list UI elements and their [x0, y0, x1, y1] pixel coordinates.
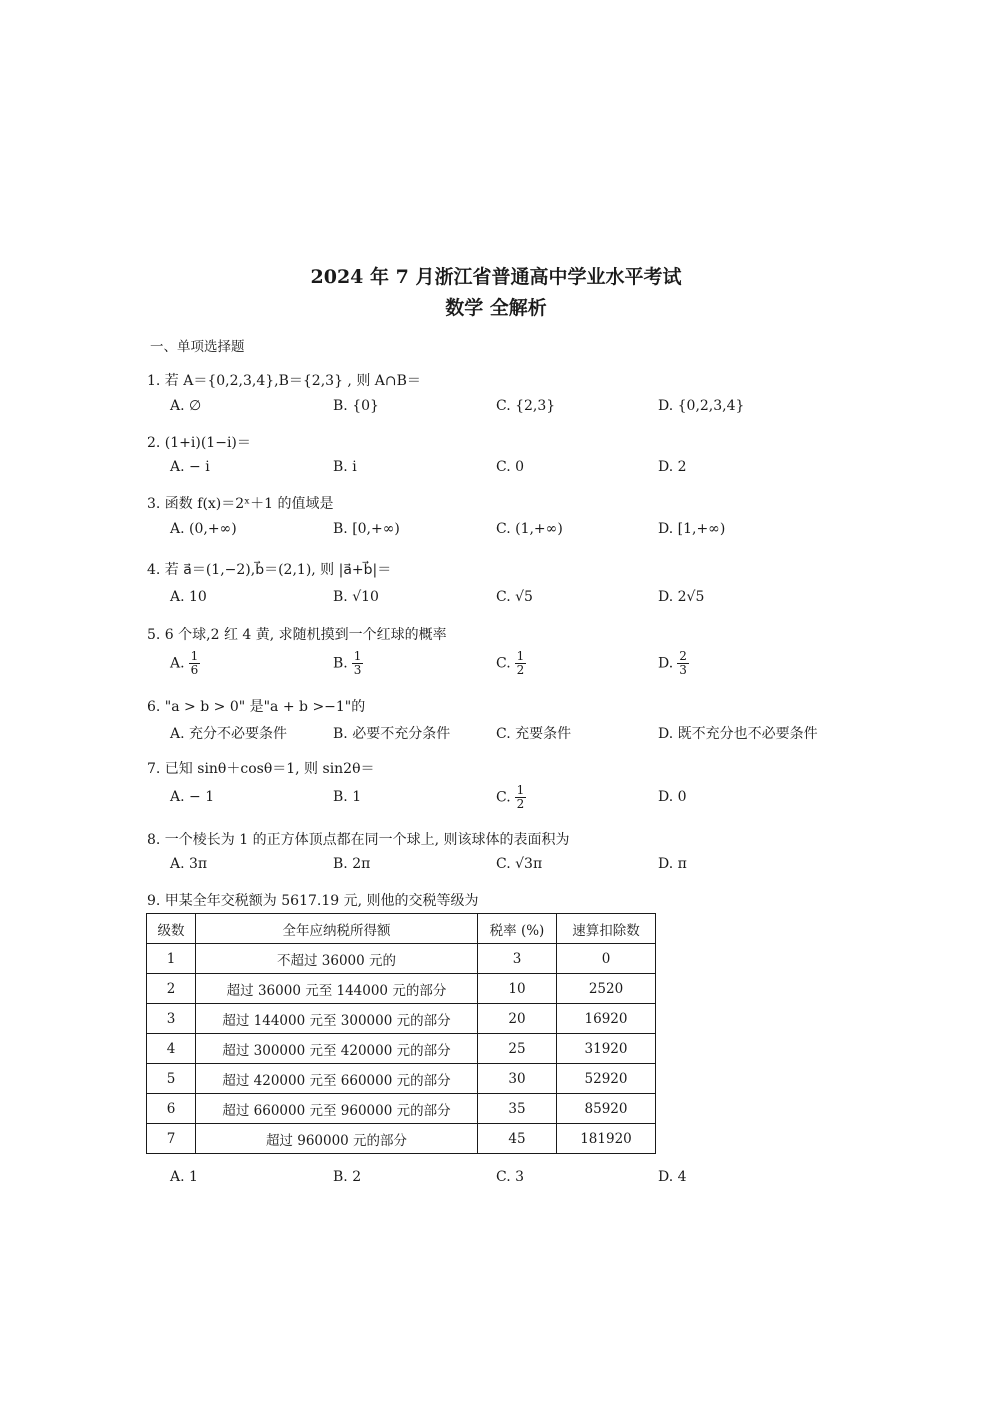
table-header-row: [147, 914, 656, 944]
q5-option-c: C. $\frac{1}{2}$: [496, 649, 525, 677]
q1-option-c: C. {2,3}: [496, 398, 556, 414]
table-row: [147, 1034, 656, 1064]
table-cell: 31920: [557, 1034, 656, 1064]
q4-option-d: D. 2√5: [658, 589, 705, 605]
q3-option-a: A. (0,+∞): [170, 521, 237, 537]
q4-option-a: A. 10: [170, 589, 207, 605]
page-subtitle: 数学 全解析: [445, 297, 547, 319]
table-cell: 不超过 36000 元的: [196, 944, 478, 974]
table-cell: 85920: [557, 1094, 656, 1124]
table-cell: 超过 36000 元至 144000 元的部分: [196, 974, 478, 1004]
table-cell: 45: [478, 1124, 557, 1154]
q7-option-b: B. 1: [333, 789, 362, 805]
question-3: 3. 函数 f(x)＝2ˣ＋1 的值域是: [147, 496, 334, 512]
q5-option-b: B. $\frac{1}{3}$: [333, 649, 362, 677]
q9-option-a: A. 1: [170, 1169, 198, 1185]
table-cell: 6: [147, 1094, 196, 1124]
table-header-cell: 全年应纳税所得额: [196, 914, 478, 944]
q4-option-b: B. √10: [333, 589, 379, 605]
table-cell: 3: [147, 1004, 196, 1034]
page-title: 2024 年 7 月浙江省普通高中学业水平考试: [310, 266, 682, 288]
q7-option-a: A. − 1: [170, 789, 215, 805]
table-cell: 3: [478, 944, 557, 974]
q3-option-c: C. (1,+∞): [496, 521, 563, 537]
table-cell: 10: [478, 974, 557, 1004]
table-cell: 4: [147, 1034, 196, 1064]
q1-option-d: D. {0,2,3,4}: [658, 398, 745, 414]
question-7: 7. 已知 sinθ＋cosθ＝1, 则 sin2θ＝: [147, 761, 375, 777]
q8-option-b: B. 2π: [333, 856, 371, 872]
table-row: [147, 1064, 656, 1094]
table-cell: 超过 960000 元的部分: [196, 1124, 478, 1154]
tax-rate-table: [146, 913, 656, 1154]
table-cell: 超过 660000 元至 960000 元的部分: [196, 1094, 478, 1124]
table-header-cell: 税率 (%): [478, 914, 557, 944]
q1-option-b: B. {0}: [333, 398, 379, 414]
q6-option-c: C. 充要条件: [496, 726, 572, 742]
q1-option-a: A. ∅: [170, 398, 202, 414]
q9-option-b: B. 2: [333, 1169, 362, 1185]
q8-option-c: C. √3π: [496, 856, 543, 872]
table-cell: 1: [147, 944, 196, 974]
table-header-cell: 速算扣除数: [557, 914, 656, 944]
table-cell: 超过 300000 元至 420000 元的部分: [196, 1034, 478, 1064]
q3-option-d: D. [1,+∞): [658, 521, 726, 537]
table-cell: 2: [147, 974, 196, 1004]
q2-option-d: D. 2: [658, 459, 687, 475]
q3-option-b: B. [0,+∞): [333, 521, 400, 537]
table-cell: 52920: [557, 1064, 656, 1094]
table-cell: 181920: [557, 1124, 656, 1154]
q7-option-c: C. $\frac{1}{2}$: [496, 783, 525, 811]
table-cell: 5: [147, 1064, 196, 1094]
question-8: 8. 一个棱长为 1 的正方体顶点都在同一个球上, 则该球体的表面积为: [147, 832, 570, 848]
table-cell: 20: [478, 1004, 557, 1034]
q6-option-a: A. 充分不必要条件: [170, 726, 288, 742]
table-row: [147, 974, 656, 1004]
question-9: 9. 甲某全年交税额为 5617.19 元, 则他的交税等级为: [147, 893, 479, 909]
question-4: 4. 若 a⃗＝(1,−2),b⃗＝(2,1), 则 |a⃗+b⃗|＝: [147, 562, 392, 578]
q9-option-c: C. 3: [496, 1169, 525, 1185]
q5-option-a: A. $\frac{1}{6}$: [170, 649, 199, 677]
q2-option-b: B. i: [333, 459, 357, 475]
table-header-cell: 级数: [147, 914, 196, 944]
q8-option-d: D. π: [658, 856, 687, 872]
question-1: 1. 若 A＝{0,2,3,4},B＝{2,3} , 则 A∩B＝: [147, 373, 421, 389]
table-cell: 16920: [557, 1004, 656, 1034]
q6-option-d: D. 既不充分也不必要条件: [658, 726, 818, 742]
section-label: 一、单项选择题: [150, 339, 245, 355]
table-cell: 超过 144000 元至 300000 元的部分: [196, 1004, 478, 1034]
question-5: 5. 6 个球,2 红 4 黄, 求随机摸到一个红球的概率: [147, 627, 447, 643]
table-row: [147, 1124, 656, 1154]
table-cell: 30: [478, 1064, 557, 1094]
q2-option-a: A. − i: [170, 459, 210, 475]
q8-option-a: A. 3π: [170, 856, 208, 872]
table-cell: 0: [557, 944, 656, 974]
q7-option-d: D. 0: [658, 789, 687, 805]
table-cell: 35: [478, 1094, 557, 1124]
q9-option-d: D. 4: [658, 1169, 687, 1185]
table-cell: 超过 420000 元至 660000 元的部分: [196, 1064, 478, 1094]
q4-option-c: C. √5: [496, 589, 533, 605]
q6-option-b: B. 必要不充分条件: [333, 726, 451, 742]
q5-option-d: D. $\frac{2}{3}$: [658, 649, 687, 677]
table-cell: 25: [478, 1034, 557, 1064]
question-2: 2. (1+i)(1−i)＝: [147, 435, 251, 451]
table-row: [147, 944, 656, 974]
table-row: [147, 1094, 656, 1124]
question-6: 6. "a > b > 0" 是"a + b >−1"的: [147, 699, 366, 715]
table-cell: 2520: [557, 974, 656, 1004]
table-row: [147, 1004, 656, 1034]
q2-option-c: C. 0: [496, 459, 525, 475]
table-cell: 7: [147, 1124, 196, 1154]
